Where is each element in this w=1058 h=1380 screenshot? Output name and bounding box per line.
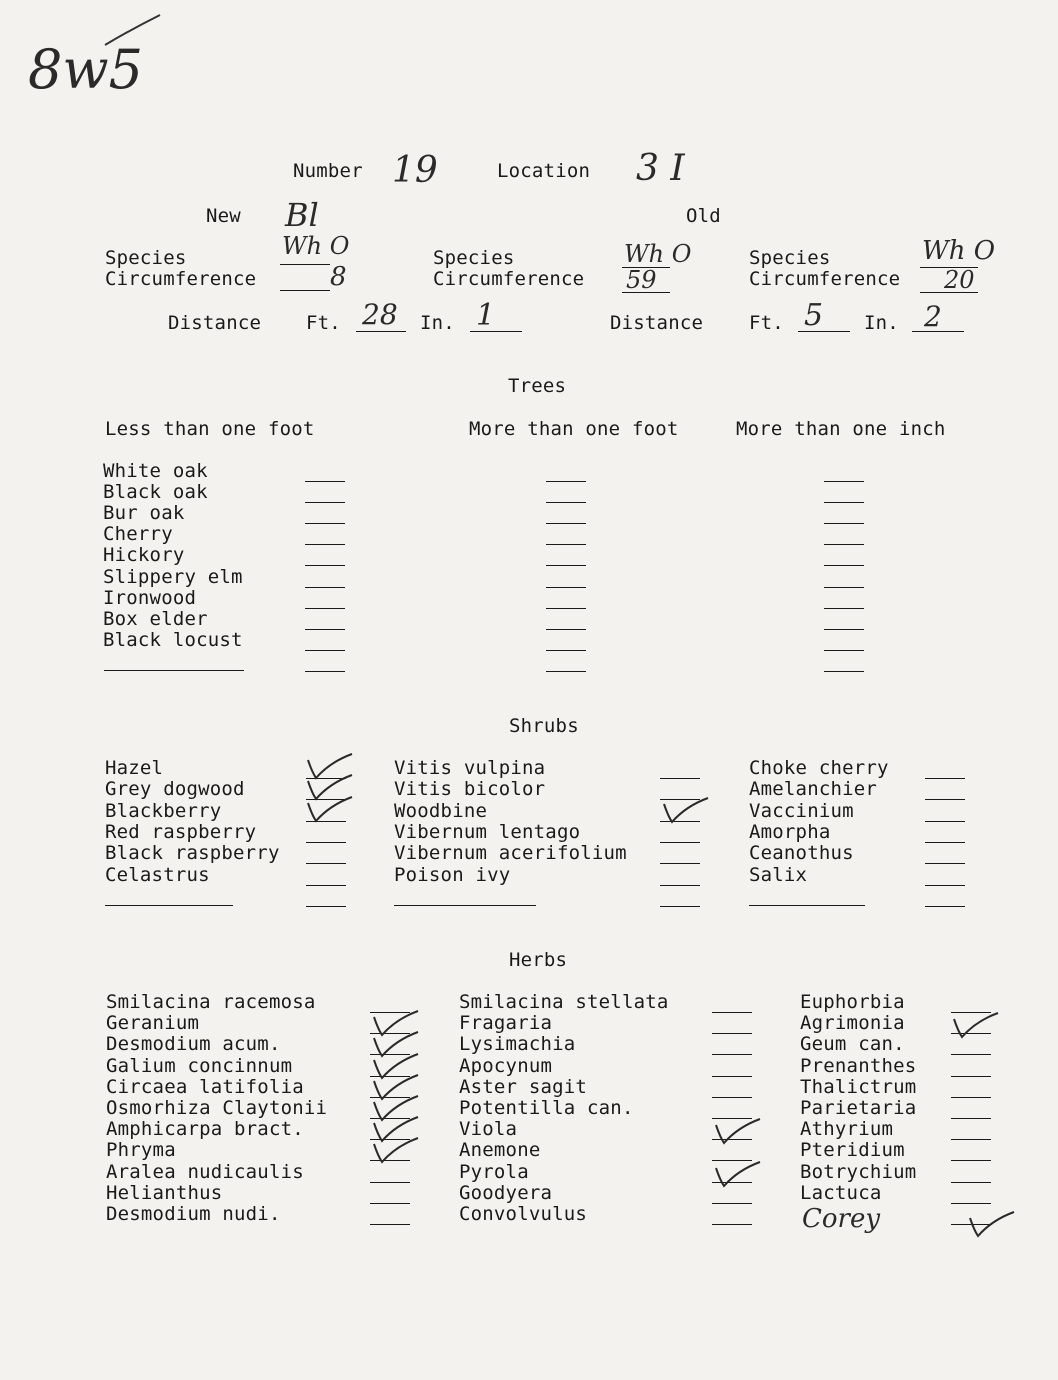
herb-name: Athyrium	[800, 1118, 894, 1141]
shrub-extra-name-blank	[105, 905, 233, 906]
shrub-blank	[306, 863, 346, 864]
herb-name: Lactuca	[800, 1181, 882, 1204]
shrub-blank	[660, 906, 700, 907]
shrub-name: Blackberry	[105, 799, 222, 822]
herb-blank	[370, 1224, 410, 1225]
trees-col-more-than-one-inch: More than one inch	[736, 418, 946, 440]
herb-blank	[951, 1097, 991, 1098]
tree-more-than-inch-blank	[824, 608, 864, 609]
old-ft-line	[798, 331, 850, 332]
tree-name: Hickory	[103, 544, 185, 567]
herb-name: Apocynum	[459, 1054, 553, 1077]
herb-name: Pteridium	[800, 1139, 905, 1162]
shrub-name: Vibernum lentago	[394, 820, 581, 843]
tree-more-than-foot-blank	[546, 502, 586, 503]
herb-blank	[370, 1203, 410, 1204]
shrub-name: Vibernum acerifolium	[394, 842, 627, 865]
tree-less-than-foot-blank	[305, 587, 345, 588]
tree-more-than-inch-blank	[824, 544, 864, 545]
tree-less-than-foot-blank	[305, 565, 345, 566]
herb-blank	[951, 1118, 991, 1119]
herb-check-mark	[966, 1210, 1018, 1240]
tree-name: Ironwood	[103, 586, 197, 609]
old1-species-value: Wh O	[624, 240, 692, 268]
corner-stroke	[100, 10, 170, 50]
shrub-extra-name-blank	[394, 905, 536, 906]
herb-name: Smilacina stellata	[459, 991, 669, 1013]
herb-name: Osmorhiza Claytonii	[106, 1097, 328, 1119]
shrub-blank	[925, 799, 965, 800]
tree-less-than-foot-blank	[305, 481, 345, 482]
shrub-name: Salix	[749, 863, 808, 886]
herb-blank	[712, 1203, 752, 1204]
tree-more-than-inch-blank	[824, 481, 864, 482]
shrub-blank	[925, 821, 965, 822]
herb-name: Fragaria	[459, 1012, 553, 1035]
shrub-name: Vaccinium	[749, 799, 854, 822]
old1-species-label: Species	[433, 247, 515, 269]
new-species-line	[280, 264, 330, 265]
herb-name: Botrychium	[800, 1160, 917, 1183]
herb-name: Viola	[459, 1118, 518, 1141]
shrub-name: Poison ivy	[394, 863, 511, 886]
trees-col-less-than-one-foot: Less than one foot	[105, 418, 315, 440]
herb-name: Amphicarpa bract.	[106, 1118, 304, 1141]
shrub-blank	[660, 863, 700, 864]
shrub-check-mark	[304, 795, 356, 825]
tree-less-than-foot-blank	[305, 650, 345, 651]
corner-mark: 8w5	[28, 38, 143, 101]
shrub-name: Woodbine	[394, 799, 488, 822]
herb-name: Aster sagit	[459, 1075, 588, 1098]
shrub-name: Black raspberry	[105, 842, 280, 865]
shrub-blank	[660, 842, 700, 843]
herb-blank	[951, 1203, 991, 1204]
herb-blank	[370, 1182, 410, 1183]
herb-blank	[712, 1054, 752, 1055]
herb-name: Smilacina racemosa	[106, 991, 316, 1013]
herb-check-mark	[370, 1136, 422, 1166]
herb-name: Goodyera	[459, 1181, 553, 1204]
tree-more-than-foot-blank	[546, 608, 586, 609]
old-ft-label: Ft.	[749, 312, 784, 334]
herb-name: Euphorbia	[800, 991, 905, 1013]
tree-more-than-foot-blank	[546, 565, 586, 566]
tree-name: Cherry	[103, 523, 173, 546]
herb-name: Agrimonia	[800, 1012, 905, 1035]
tree-more-than-inch-blank	[824, 671, 864, 672]
shrub-blank	[925, 906, 965, 907]
tree-name: Slippery elm	[103, 565, 243, 588]
old2-species-label: Species	[749, 247, 831, 269]
herb-name: Parietaria	[800, 1097, 917, 1119]
tree-name: Box elder	[103, 607, 208, 630]
old-in-value: 2	[924, 300, 942, 333]
tree-less-than-foot-blank	[305, 544, 345, 545]
herb-check-mark	[712, 1160, 764, 1190]
old2-circumference-label: Circumference	[749, 268, 901, 290]
old-label: Old	[686, 205, 721, 227]
old-distance-label: Distance	[610, 312, 704, 334]
old2-circumference-value: 20	[944, 266, 975, 294]
number-value: 19	[392, 150, 438, 191]
herb-blank	[712, 1076, 752, 1077]
new-in-line	[470, 331, 522, 332]
herb-name: Geranium	[106, 1012, 200, 1035]
herb-name: Circaea latifolia	[106, 1075, 304, 1098]
new-species-label: Species	[105, 247, 187, 269]
herb-blank	[951, 1160, 991, 1161]
herb-name: Desmodium acum.	[106, 1033, 281, 1056]
shrub-blank	[925, 863, 965, 864]
new-label: New	[206, 205, 241, 227]
tree-more-than-inch-blank	[824, 523, 864, 524]
tree-more-than-inch-blank	[824, 629, 864, 630]
new-circumference-line	[280, 290, 330, 291]
old2-species-line	[920, 267, 978, 268]
tree-more-than-foot-blank	[546, 544, 586, 545]
old2-species-value: Wh O	[922, 236, 996, 266]
shrub-blank	[306, 885, 346, 886]
new-in-label: In.	[420, 312, 455, 334]
herb-blank	[951, 1139, 991, 1140]
shrub-name: Grey dogwood	[105, 778, 245, 801]
tree-more-than-foot-blank	[546, 671, 586, 672]
location-value: 3 I	[636, 148, 685, 189]
herb-blank	[951, 1076, 991, 1077]
shrub-blank	[925, 778, 965, 779]
shrub-name: Vitis bicolor	[394, 778, 546, 801]
shrub-blank	[660, 778, 700, 779]
tree-more-than-foot-blank	[546, 629, 586, 630]
trees-col-more-than-one-foot: More than one foot	[469, 418, 679, 440]
herb-name: Anemone	[459, 1139, 541, 1162]
herb-name: Pyrola	[459, 1160, 529, 1183]
herb-blank	[951, 1182, 991, 1183]
shrub-check-mark	[660, 796, 712, 826]
tree-less-than-foot-blank	[305, 671, 345, 672]
tree-more-than-inch-blank	[824, 565, 864, 566]
tree-more-than-foot-blank	[546, 587, 586, 588]
tree-name: Black oak	[103, 481, 208, 504]
old1-circumference-value: 59	[626, 266, 657, 294]
herb-blank	[712, 1033, 752, 1034]
old1-species-line	[622, 267, 670, 268]
old-in-line	[912, 331, 964, 332]
trees-title: Trees	[508, 375, 567, 397]
shrub-name: Amorpha	[749, 820, 831, 843]
shrub-blank	[306, 842, 346, 843]
herb-name: Galium concinnum	[106, 1054, 293, 1077]
herb-name: Desmodium nudi.	[106, 1203, 281, 1225]
shrub-blank	[925, 885, 965, 886]
old-in-label: In.	[864, 312, 899, 334]
herb-name: Convolvulus	[459, 1203, 588, 1225]
new-mark: Bl	[285, 196, 319, 234]
tree-less-than-foot-blank	[305, 523, 345, 524]
new-ft-line	[356, 331, 406, 332]
herb-blank	[712, 1012, 752, 1013]
herb-name: Geum can.	[800, 1033, 905, 1056]
tree-more-than-foot-blank	[546, 481, 586, 482]
shrub-name: Vitis vulpina	[394, 757, 546, 779]
herb-blank	[712, 1224, 752, 1225]
tree-less-than-foot-blank	[305, 629, 345, 630]
old-ft-value: 5	[804, 298, 824, 333]
shrub-name: Amelanchier	[749, 778, 878, 801]
tree-more-than-foot-blank	[546, 523, 586, 524]
new-circumference-value: 8	[330, 262, 347, 292]
tree-less-than-foot-blank	[305, 502, 345, 503]
shrub-name: Ceanothus	[749, 842, 854, 865]
herb-check-mark	[712, 1117, 764, 1147]
new-circumference-label: Circumference	[105, 268, 257, 290]
tree-name: Black locust	[103, 628, 243, 651]
new-distance-label: Distance	[168, 312, 262, 334]
tree-extra-name-blank	[104, 670, 244, 671]
old2-circumference-line	[920, 292, 978, 293]
tree-more-than-inch-blank	[824, 502, 864, 503]
herb-check-mark	[950, 1011, 1002, 1041]
tree-more-than-foot-blank	[546, 650, 586, 651]
new-ft-label: Ft.	[306, 312, 341, 334]
old1-circumference-label: Circumference	[433, 268, 585, 290]
herb-name: Thalictrum	[800, 1075, 917, 1098]
herb-name: Aralea nudicaulis	[106, 1160, 304, 1183]
tree-more-than-inch-blank	[824, 587, 864, 588]
tree-less-than-foot-blank	[305, 608, 345, 609]
shrub-name: Choke cherry	[749, 757, 889, 779]
herb-name: Phryma	[106, 1139, 176, 1162]
herb-name: Lysimachia	[459, 1033, 576, 1056]
herbs-title: Herbs	[509, 949, 568, 971]
shrub-name: Hazel	[105, 757, 164, 779]
herbs-added-entry: Corey	[802, 1204, 881, 1234]
herb-name: Prenanthes	[800, 1054, 917, 1077]
shrubs-title: Shrubs	[509, 715, 579, 737]
tree-name: Bur oak	[103, 502, 185, 525]
herb-blank	[712, 1097, 752, 1098]
shrub-name: Red raspberry	[105, 820, 257, 843]
new-ft-value: 28	[362, 298, 398, 331]
new-in-value: 1	[476, 298, 496, 333]
tree-name: White oak	[103, 460, 208, 482]
shrub-blank	[306, 906, 346, 907]
herb-name: Potentilla can.	[459, 1097, 634, 1119]
tree-more-than-inch-blank	[824, 650, 864, 651]
shrub-extra-name-blank	[749, 905, 865, 906]
new-species-value: Wh O	[282, 232, 350, 260]
herb-name: Helianthus	[106, 1181, 223, 1204]
shrub-blank	[925, 842, 965, 843]
location-label: Location	[497, 160, 591, 182]
old1-circumference-line	[622, 292, 670, 293]
number-label: Number	[293, 160, 363, 182]
shrub-name: Celastrus	[105, 863, 210, 886]
shrub-blank	[660, 885, 700, 886]
herb-blank	[951, 1054, 991, 1055]
